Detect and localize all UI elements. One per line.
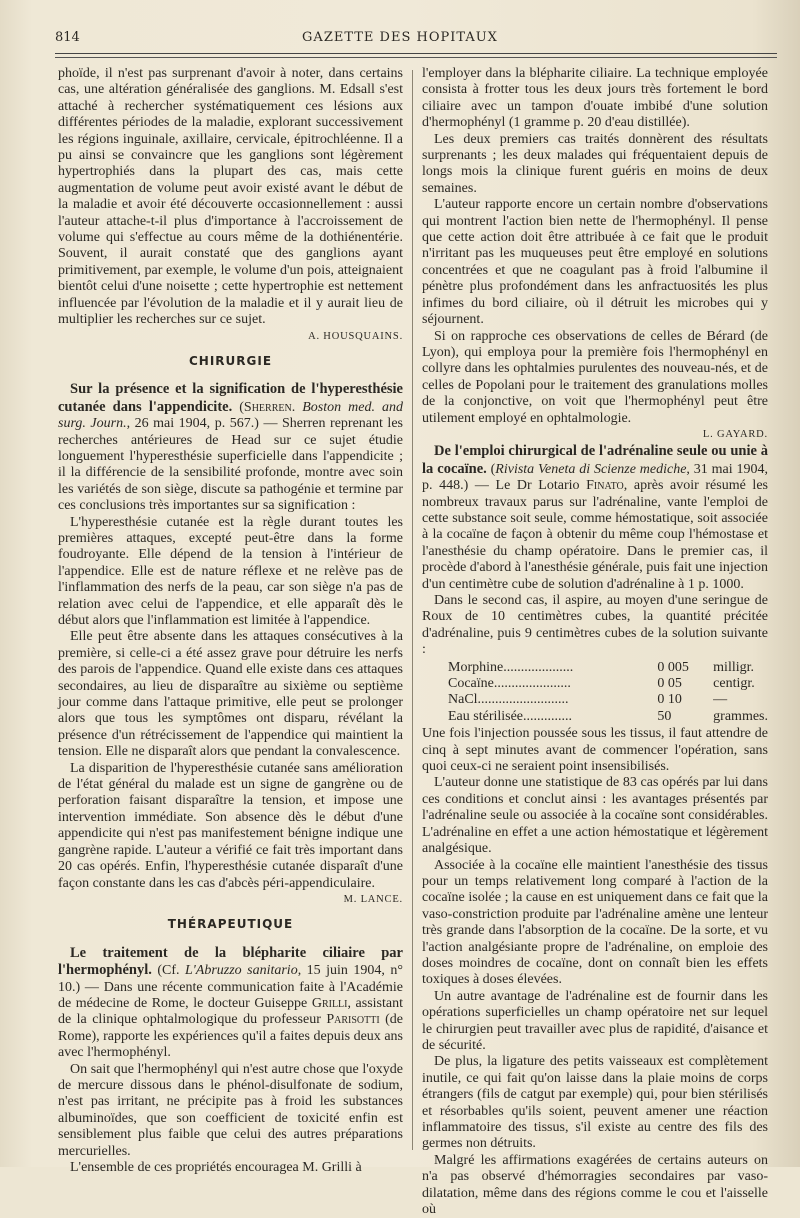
journal-reference: Rivista Veneta di Scienze mediche <box>495 461 687 477</box>
paragraph: L'auteur rapporte encore un certain nombre d'observations qui montrent l'action bien nette de l'hermophényl. Il pense que cette action doit être attribuée à ce fait que le produit n'irritant pas les muqueuses peut être employé en solutions concentrées et que ne coagulant pas à froid l'albumine il pénètre plus profondément dans les anfractuosités les plus infimes du bord ciliaire, où il détruit les microbes qui y séjournent. <box>422 197 768 328</box>
article-title: De l'emploi chirurgical de l'adrénaline seule ou unie à la cocaïne. <box>422 443 768 477</box>
paragraph: L'ensemble de ces propriétés encouragea M. Grilli à <box>70 1160 362 1175</box>
paragraph: La disparition de l'hyperesthésie cutanée sans amélioration de l'état général du malade est un signe de gangrène ou de perforation faisant disparaître la tension, et impose une intervention immédiate. Son absence dès le début d'une appendicite qui n'est pas manifestement bénigne indique une gangrène rapide. L'auteur a vérifié ce fait très important dans 20 cas opérés. Enfin, l'hyperesthésie cutanée disparaît d'une façon constante dans les cas d'abcès péri-appendiculaire. <box>58 760 403 891</box>
page-number: 814 <box>55 30 80 45</box>
author-name: Grilli <box>311 995 348 1011</box>
ingredient-qty: 0 05 <box>657 676 682 692</box>
formula-table <box>448 660 768 726</box>
author-name: Sherren <box>243 399 292 415</box>
ingredient-qty: 50 <box>657 708 672 724</box>
formula-row <box>448 709 768 725</box>
author-name: Parisotti <box>326 1012 380 1028</box>
journal-reference: Boston med. and surg. Journ. <box>58 399 404 432</box>
article-title: Sur la présence et la signification de l'hyperesthésie cutanée dans l'appendicite. <box>58 381 403 415</box>
ingredient-qty: 0 10 <box>657 692 682 708</box>
article-title: Le traitement de la blépharite ciliaire par l'hermophényl. <box>58 944 403 979</box>
paragraph: Une fois l'injection poussée sous les tissus, il faut attendre de cinq à sept minutes avant de commencer l'opération, sans quoi ceux-ci ne seraient point insensibilisés. <box>422 726 768 775</box>
ingredient-name: NaCl.......................... <box>448 692 569 708</box>
section-heading-therapeutique: THÉRAPEUTIQUE <box>167 917 294 932</box>
ingredient-unit: centigr. <box>713 676 755 692</box>
ingredient-name: Morphine.................... <box>448 659 574 675</box>
author-name: Finato <box>586 478 624 494</box>
formula-row <box>448 676 768 692</box>
paragraph: De plus, la ligature des petits vaisseaux est complètement inutile, ce qui fait qu'on laisse dans la plaie moins de corps étrangers (fils de catgut par exemple) qui, pour bien stérilisés et résorbables qu'ils soient, peuvent amener une réaction inflammatoire des tissus, s'il existe au centre des fils des germes non détruits. <box>422 1054 768 1152</box>
paragraph: Malgré les affirmations exagérées de certains auteurs on n'a pas observé d'hémorragies secondaires par vaso-dilatation, même dans des régions comme le cou et l'aisselle où <box>422 1152 768 1218</box>
header-rule-thin <box>55 57 777 58</box>
article-intro: Sur la présence et la signification de l'hyperesthésie cutanée dans l'appendicite. (Sherren. Boston med. and surg. Journ., 26 mai 1904, p. 567.) — Sherren reprenant les recherches antérieures de Head sur ce sujet étudie longuement l'hyperesthésie superficielle dans l'appendicite ; il la différencie de la sensibilité profonde, montre avec soin les variétés de son siège, discute sa pathogénie et termine par ces conclusions très importantes sur sa signification : <box>58 381 404 514</box>
article-intro: Le traitement de la blépharite ciliaire par l'hermophényl. (Cf. L'Abruzzo sanitario, 15 juin 1904, n° 10.) — Dans une récente communication faite à l'Académie de médecine de Rome, le docteur Guiseppe Grilli, assistant de la clinique ophtalmologique du professeur Parisotti (de Rome), rapporte les expériences qu'il a faites depuis deux ans avec l'hermophényl. <box>58 944 403 1061</box>
paragraph: On sait que l'hermophényl qui n'est autre chose que l'oxyde de mercure dissous dans le phénol-disulfonate de sodium, n'est pas irritant, ne précipite pas à froid les substances albuminoïdes, que son coefficient de toxicité enfin est sensiblement plus faible que celui des autres préparations mercurielles. <box>58 1061 403 1159</box>
ingredient-qty: 0 005 <box>657 659 689 675</box>
author-signature: A. HOUSQUAINS. <box>308 330 403 342</box>
ingredient-name: Eau stérilisée.............. <box>448 708 573 724</box>
ingredient-unit: grammes. <box>713 708 768 724</box>
paragraph: Elle peut être absente dans les attaques consécutives à la première, si celle-ci a été assez grave pour détruire les nerfs des parois de l'appendice. Quand elle existe dans ces attaques secondaires, au lieu de disparaître au sixième ou septième jour comme dans l'attaque primitive, elle peut se prolonger alors que tous les symptômes ont disparu, révélant la présence d'un rétrécissement de l'appendice qui maintient la tension. Elle ne disparaît alors que pendant la convalescence. <box>58 629 403 760</box>
author-signature: L. GAYARD. <box>702 428 768 440</box>
article-intro: De l'emploi chirurgical de l'adrénaline seule ou unie à la cocaïne. (Rivista Veneta di Scienze mediche, 31 mai 1904, p. 448.) — Le Dr Lotario Finato, après avoir résumé les nombreux travaux parus sur l'adrénaline, vante l'emploi de cette substance soit seule, comme hémostatique, soit associée à la cocaïne de façon à obtenir du même coup l'hémostase et l'anesthésie du champ opératoire. Dans le premier cas, il procède d'abord à l'anesthésie générale, puis fait une injection d'un centimètre cube de solution d'adrénaline à 1 p. 1000. <box>422 443 768 592</box>
ingredient-name: Cocaïne...................... <box>448 676 571 692</box>
paragraph: L'hyperesthésie cutanée est la règle durant toutes les premières attaques, excepté peut-être dans la forme foudroyante. Elle dépend de la tension à l'intérieur de l'appendice. Elle est de nature réflexe et ne relève pas de l'inflammation des nerfs de la peau, car son siège n'a pas de relation avec celui de l'appendice, et elle apparaît dès le début alors que l'inflammation est limitée à l'appendice. <box>58 514 403 628</box>
formula-row <box>448 660 768 676</box>
header-rule <box>55 53 777 54</box>
ingredient-unit: — <box>713 692 728 708</box>
paragraph: Les deux premiers cas traités donnèrent des résultats surprenants ; les deux malades qui fréquentaient depuis de longs mois la clinique furent guéris en moins de deux semaines. <box>422 131 768 196</box>
left-column <box>58 66 403 1176</box>
journal-reference: L'Abruzzo sanitario <box>184 963 298 979</box>
paragraph: l'employer dans la blépharite ciliaire. La technique employée consista à frotter tous les deux jours très fortement le bord ciliaire avec un tampon d'ouate imbibé d'une solution d'hermophényl (1 gramme p. 20 d'eau distillée). <box>422 66 768 131</box>
column-divider <box>412 70 413 1150</box>
formula-row <box>448 692 768 708</box>
paragraph: L'auteur donne une statistique de 83 cas opérés par lui dans ces conditions et conclut ainsi : les avantages présentés par l'adrénaline seule ou associée à la cocaïne sont considérables. L'adrénaline en effet a une action hémostatique et légèrement analgésique. <box>422 775 768 857</box>
right-column <box>422 66 768 1218</box>
author-signature: M. LANCE. <box>343 893 403 905</box>
paragraph: phoïde, il n'est pas surprenant d'avoir à noter, dans certains cas, une altération généralisée des ganglions. M. Edsall s'est attaché à rechercher systématiquement ces lésions aux différentes périodes de la maladie, explorant successivement les régions inguinale, axillaire, cervicale, épitrochléenne. Il a pu ainsi se convaincre que les ganglions sont légèrement hypertrophiés dans la plupart des cas, mais cette augmentation de volume peut avoir existé avant le début de la maladie et avoir été découverte occasionnellement : aussi l'auteur attache-t-il plus d'importance à l'accroissement de volume qui s'effectue au cours même de la dothiénentérie. Souvent, il aurait constaté que des ganglions ayant primitivement, par exemple, le volume d'un pois, atteignaient bientôt celui d'une noisette ; cette hypertrophie est nettement influencée par l'évolution de la maladie et il y aurait lieu de multiplier les recherches sur ce sujet. <box>58 66 403 328</box>
paragraph: Associée à la cocaïne elle maintient l'anesthésie des tissus pour un temps relativement long comparé à l'action de la cocaïne isolée ; la cause en est uniquement dans ce fait que la vaso-constriction produite par l'adrénaline amène une lenteur très grande dans l'absorption de la cocaïne. De la sorte, et vu l'action analgésiante propre de l'adrénaline, on emploie des doses moindres de cocaïne, dont on connaît bien les effets toxiques à doses élevées. <box>422 857 768 988</box>
ingredient-unit: milligr. <box>713 659 755 675</box>
paragraph: Un autre avantage de l'adrénaline est de fournir dans les opérations superficielles un champ opératoire net sur lequel le chirurgien peut travailler avec plus de rapidité, d'aisance et de sécurité. <box>422 988 768 1053</box>
paragraph: Dans le second cas, il aspire, au moyen d'une seringue de Roux de 10 centimètres cubes, la quantité précitée d'adrénaline, puis 9 centimètres cubes de la solution suivante : <box>422 593 768 658</box>
paragraph: Si on rapproche ces observations de celles de Bérard (de Lyon), qui employa pour la première fois l'hermophényl en collyre dans les ophtalmies purulentes des nouveau-nés, et de celles de Popolani pour le traitement des granulations molles de la conjonctive, on voit que l'hermophényl peut être utilement employé en ophtalmologie. <box>422 328 768 426</box>
running-head: GAZETTE DES HOPITAUX <box>302 30 498 45</box>
section-heading-chirurgie: CHIRURGIE <box>188 353 273 368</box>
